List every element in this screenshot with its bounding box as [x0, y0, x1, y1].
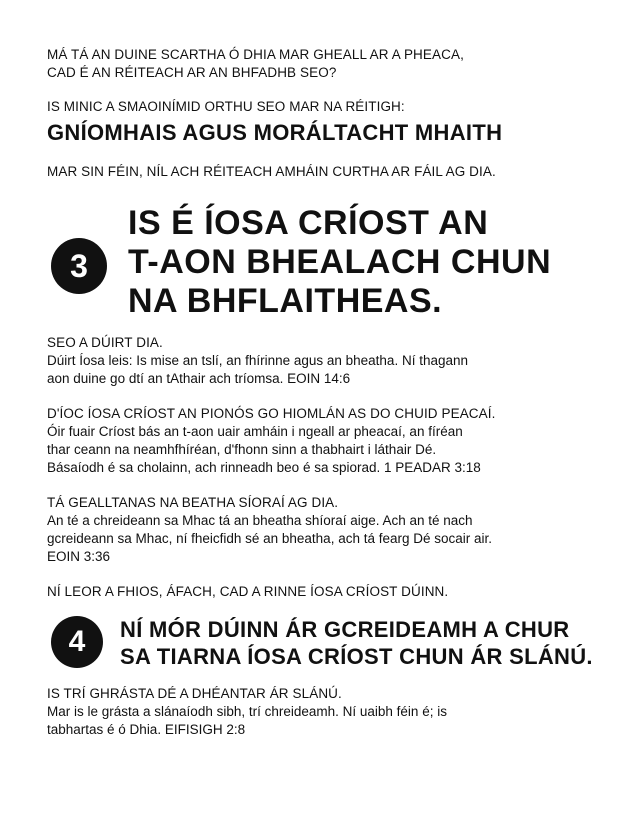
step-4-number-badge: 4 [51, 616, 103, 668]
intro-heading: GNÍOMHAIS AGUS MORÁLTACHT MHAITH [47, 120, 503, 145]
section-3-heading: TÁ GEALLTANAS NA BEATHA SÍORAÍ AG DIA. [47, 495, 339, 510]
closing-line-1: Mar is le grásta a slánaíodh sibh, trí chreideamh. Ní uaibh féin é; is [47, 704, 447, 719]
section-2-line-1: Óir fuair Críost bás an t-aon uair amháin i ngeall ar pheacaí, an fíréan [47, 424, 463, 439]
intro-lead: IS MINIC A SMAOINÍMID ORTHU SEO MAR NA RÉITIGH: [47, 99, 405, 114]
intro-statement: MAR SIN FÉIN, NÍL ACH RÉITEACH AMHÁIN CURTHA AR FÁIL AG DIA. [47, 164, 496, 179]
section-3-line-2: gcreideann sa Mhac, ní fheicfidh sé an bheatha, ach tá fearg Dé socair air. [47, 531, 493, 546]
section-1-heading: SEO A DÚIRT DIA. [47, 335, 163, 350]
section-3-line-3: EOIN 3:36 [47, 549, 111, 564]
transition-statement: NÍ LEOR A FHIOS, ÁFACH, CAD A RINNE ÍOSA CRÍOST DÚINN. [47, 584, 449, 599]
intro-question-line-2: CAD É AN RÉITEACH AR AN BHFADHB SEO? [47, 65, 337, 80]
step-3-number-badge: 3 [51, 238, 107, 294]
section-1-line-1: Dúirt Íosa leis: Is mise an tslí, an fhírinne agus an bheatha. Ní thagann [47, 353, 468, 368]
step-3-line-2: T-AON BHEALACH CHUN [128, 243, 552, 281]
intro-question-line-1: MÁ TÁ AN DUINE SCARTHA Ó DHIA MAR GHEALL AR A PHEACA, [47, 47, 464, 62]
step-4-line-2: SA TIARNA ÍOSA CRÍOST CHUN ÁR SLÁNÚ. [120, 644, 593, 669]
closing-line-2: tabhartas é ó Dhia. EIFISIGH 2:8 [47, 722, 246, 737]
section-2-line-2: thar ceann na neamhfhíréan, d'fhonn sinn a thabhairt i láthair Dé. [47, 442, 437, 457]
section-3-line-1: An té a chreideann sa Mhac tá an bheatha shíoraí aige. Ach an té nach [47, 513, 473, 528]
step-4-line-1: NÍ MÓR DÚINN ÁR GCREIDEAMH A CHUR [120, 617, 570, 642]
section-2-heading: D'ÍOC ÍOSA CRÍOST AN PIONÓS GO HIOMLÁN AS DO CHUID PEACAÍ. [47, 406, 496, 421]
step-3-line-1: IS É ÍOSA CRÍOST AN [128, 204, 489, 242]
section-1-line-2: aon duine go dtí an tAthair ach tríomsa. EOIN 14:6 [47, 371, 351, 386]
section-2-line-3: Básaíodh é sa cholainn, ach rinneadh beo é sa spiorad. 1 PEADAR 3:18 [47, 460, 481, 475]
step-3-line-3: NA BHFLAITHEAS. [128, 282, 443, 320]
closing-heading: IS TRÍ GHRÁSTA DÉ A DHÉANTAR ÁR SLÁNÚ. [47, 686, 342, 701]
